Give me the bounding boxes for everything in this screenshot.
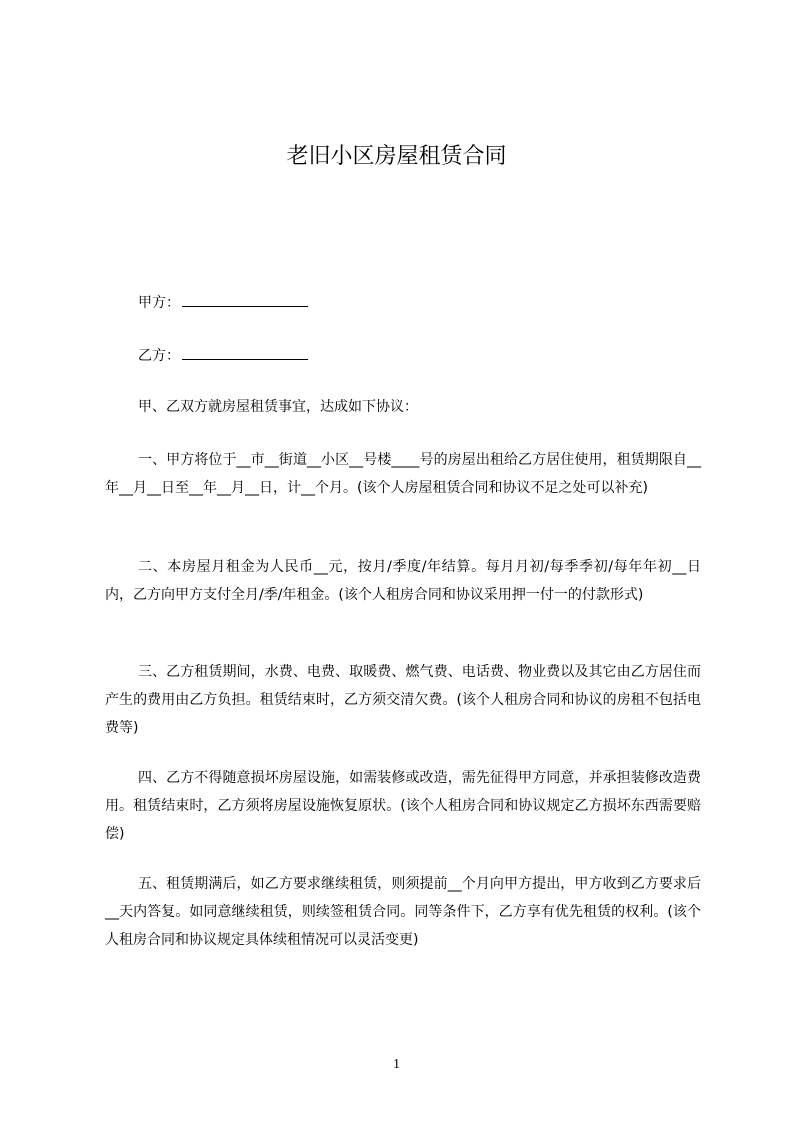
clause-5: 五、租赁期满后，如乙方要求继续租赁，则须提前__个月向甲方提出，甲方收到乙方要求后__天内答复。如同意继续租赁，则续签租赁合同。同等条件下，乙方享有优先租赁的权利。(该个人租房合同和协议规定具体续租情况可以灵活变更) [105,876,701,948]
page-number: 1 [393,1057,400,1072]
agreement-intro: 甲、乙双方就房屋租赁事宜，达成如下协议： [138,399,418,415]
clause-1: 一、甲方将位于__市__街道__小区__号楼____号的房屋出租给乙方居住使用，租赁期限自__年__月__日至__年__月__日，计__个月。(该个人房屋租赁合同和协议不足之处可以补充) [105,452,701,496]
party-b-blank [182,345,308,360]
party-a-label: 甲方： [138,295,180,311]
clause-3: 三、乙方租赁期间，水费、电费、取暖费、燃气费、电话费、物业费以及其它由乙方居住而产生的费用由乙方负担。租赁结束时，乙方须交清欠费。(该个人租房合同和协议的房租不包括电费等) [105,664,701,736]
party-b-line [138,345,308,365]
clause-4: 四、乙方不得随意损坏房屋设施，如需装修或改造，需先征得甲方同意，并承担装修改造费用。租赁结束时，乙方须将房屋设施恢复原状。(该个人租房合同和协议规定乙方损坏东西需要赔偿) [105,770,701,842]
clause-2: 二、本房屋月租金为人民币__元，按月/季度/年结算。每月月初/每季季初/每年年初__日内，乙方向甲方支付全月/季/年租金。(该个人租房合同和协议采用押一付一的付款形式) [105,559,701,603]
party-b-label: 乙方： [138,348,180,364]
document-title: 老旧小区房屋租赁合同 [286,144,507,169]
party-a-line [138,292,308,312]
party-a-blank [182,292,308,307]
